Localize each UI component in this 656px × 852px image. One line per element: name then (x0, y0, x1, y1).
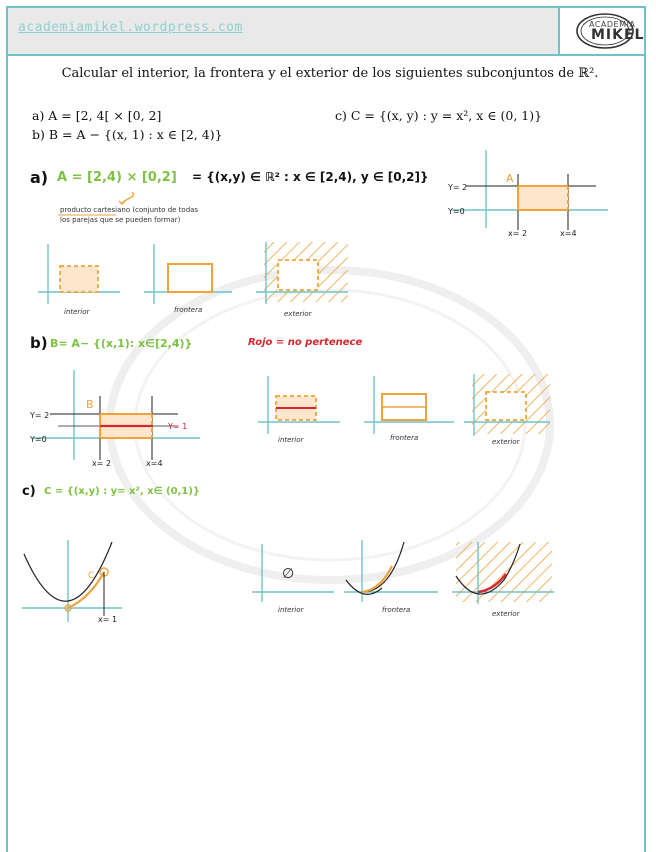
graph-c-exterior (448, 540, 558, 622)
header (8, 8, 644, 56)
graph-c-frontera (342, 536, 442, 620)
set-b-label: B (86, 398, 94, 411)
caption-c-frontera: frontera (382, 606, 411, 614)
graph-a-main (446, 146, 616, 238)
label-b-x4: x=4 (146, 459, 163, 468)
graph-a-exterior (252, 238, 352, 320)
graph-a-interior (34, 240, 124, 320)
section-b-definition: B= A− {(x,1): x∈[2,4)} (50, 337, 193, 350)
caption-a-exterior: exterior (284, 310, 312, 318)
note-underline (58, 214, 118, 216)
set-a-fill (518, 186, 568, 210)
graph-a-frontera (140, 240, 240, 320)
problem-a: a) A = [2, 4[ × [0, 2] (32, 108, 162, 123)
graph-c-interior (248, 540, 338, 620)
site-link[interactable]: academiamikel.wordpress.com (18, 20, 243, 35)
caption-c-exterior: exterior (492, 610, 520, 618)
graph-b-frontera (360, 372, 460, 450)
label-b-x2: x= 2 (92, 459, 112, 468)
note-line-2: los parejas que se pueden formar) (60, 216, 181, 224)
label-x4: x=4 (560, 229, 577, 238)
label-y0: Y=0 (448, 207, 465, 216)
note-line-1: producto cartesiano (conjunto de todas (60, 206, 199, 214)
caption-b-exterior: exterior (492, 438, 520, 446)
section-c-definition: C = {(x,y) : y= x², x∈ (0,1)} (44, 486, 201, 497)
page-title: Calcular el interior, la frontera y el exterior de los siguientes subconjuntos de ℝ². (61, 66, 599, 81)
problem-b: b) B = A − {(x, 1) : x ∈ [2, 4)} (32, 127, 223, 142)
section-b-label: b) (30, 334, 48, 352)
academia-mikel-logo (571, 12, 645, 50)
label-c-x1: x= 1 (98, 615, 118, 624)
curly-arrow-icon (110, 190, 140, 206)
label-b-y2: Y= 2 (30, 411, 50, 420)
caption-c-interior: interior (278, 606, 304, 614)
label-b-y1: Y= 1 (168, 422, 188, 431)
graph-b-exterior (462, 370, 552, 452)
graph-b-interior (254, 372, 344, 450)
caption-b-frontera: frontera (390, 434, 419, 442)
label-b-y0: Y=0 (30, 435, 47, 444)
graph-c-main (18, 536, 128, 632)
header-site-bar (8, 8, 560, 54)
set-a-label: A (506, 172, 514, 185)
section-a-definition: A = [2,4) × [0,2] (57, 170, 177, 185)
logo-text-bottom: MIKEL (591, 27, 645, 43)
caption-b-interior: interior (278, 436, 304, 444)
section-a-set-builder: = {(x,y) ∈ ℝ² : x ∈ [2,4), y ∈ [0,2]} (192, 170, 429, 184)
caption-a-interior: interior (64, 308, 90, 316)
section-b-legend: Rojo = no pertenece (248, 337, 363, 348)
empty-set-symbol: ∅ (282, 566, 295, 582)
section-a-label: a) (30, 168, 49, 187)
section-c-label: c) (22, 484, 36, 499)
logo-text-top: ACADEMIA (589, 20, 636, 29)
label-x2: x= 2 (508, 229, 528, 238)
set-c-label: C (88, 571, 95, 581)
caption-a-frontera: frontera (174, 306, 203, 314)
label-y2: Y= 2 (448, 183, 468, 192)
graph-b-main (28, 368, 208, 470)
problem-c: c) C = {(x, y) : y = x², x ∈ (0, 1)} (335, 108, 543, 123)
